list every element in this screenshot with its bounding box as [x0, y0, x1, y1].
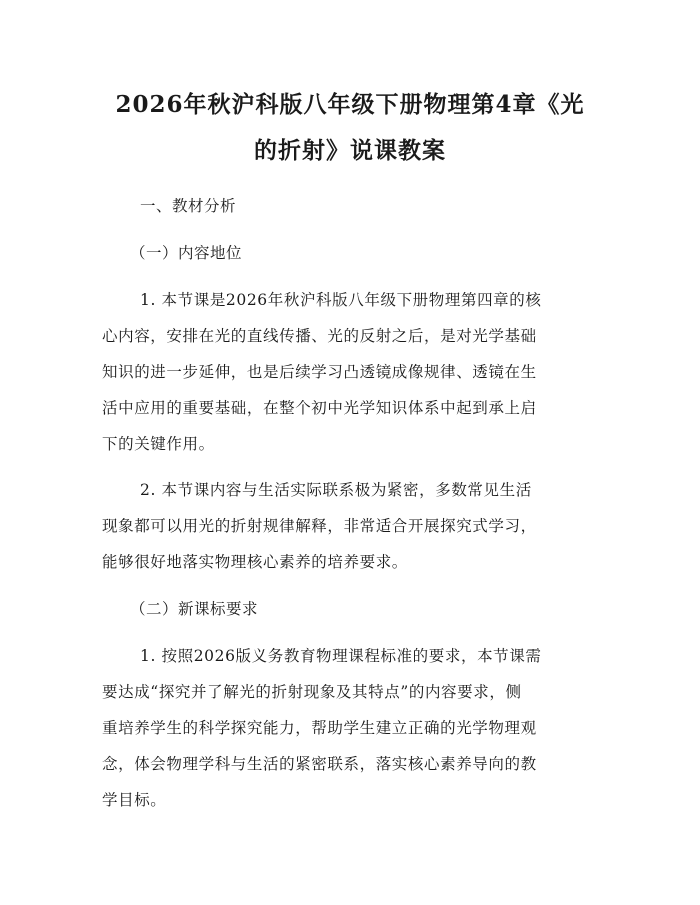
paragraph-2-line-2: 现象都可以用光的折射规律解释，非常适合开展探究式学习， — [102, 517, 537, 535]
paragraph-2-line-3: 能够很好地落实物理核心素养的培养要求。 — [102, 553, 408, 571]
subsection-heading-content-position: （一）内容地位 — [130, 244, 243, 262]
paragraph-1-line-5: 下的关键作用。 — [102, 435, 215, 453]
paragraph-3-line-4: 念，体会物理学科与生活的紧密联系，落实核心素养导向的教 — [102, 755, 537, 773]
paragraph-1-line-2: 心内容，安排在光的直线传播、光的反射之后，是对光学基础 — [102, 327, 537, 345]
paragraph-3-line-5: 学目标。 — [102, 791, 167, 809]
paragraph-1-line-3: 知识的进一步延伸，也是后续学习凸透镜成像规律、透镜在生 — [102, 363, 537, 381]
document-title-line-2: 的折射》说课教案 — [254, 137, 446, 164]
section-heading-teaching-material-analysis: 一、教材分析 — [140, 197, 237, 215]
paragraph-3-line-2: 要达成“探究并了解光的折射现象及其特点”的内容要求，侧 — [102, 683, 522, 701]
paragraph-1-line-1: 1. 本节课是2026年秋沪科版八年级下册物理第四章的核 — [140, 291, 542, 309]
paragraph-3-line-1: 1. 按照2026版义务教育物理课程标准的要求，本节课需 — [140, 647, 542, 665]
paragraph-1-line-4: 活中应用的重要基础，在整个初中光学知识体系中起到承上启 — [102, 399, 537, 417]
subsection-heading-curriculum-standard: （二）新课标要求 — [130, 600, 259, 618]
paragraph-3-line-3: 重培养学生的科学探究能力，帮助学生建立正确的光学物理观 — [102, 719, 537, 737]
document-title-line-1: 2026年秋沪科版八年级下册物理第4章《光 — [115, 91, 585, 118]
paragraph-2-line-1: 2. 本节课内容与生活实际联系极为紧密，多数常见生活 — [140, 481, 532, 499]
